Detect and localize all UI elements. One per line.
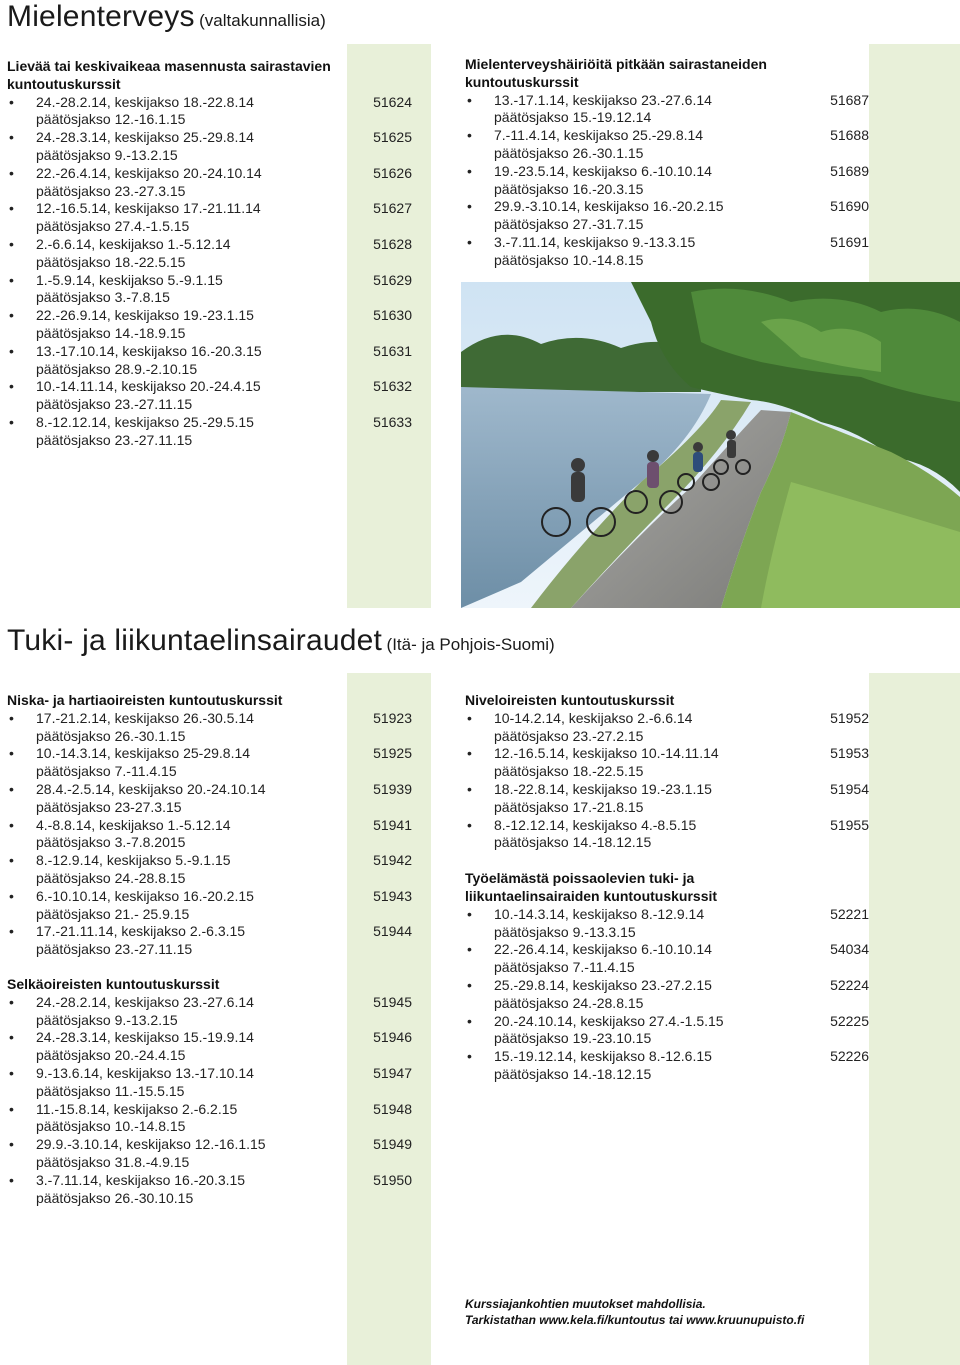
- course-code: 51949: [373, 1136, 412, 1153]
- course-end: päätösjakso 10.-14.8.15: [494, 251, 644, 268]
- course-end: päätösjakso 14.-18.12.15: [494, 1065, 652, 1082]
- course-end: päätösjakso 27.-31.7.15: [494, 216, 644, 233]
- course-code: 51947: [373, 1064, 412, 1081]
- course-item: [465, 781, 869, 817]
- course-end: päätösjakso 23-27.3.15: [36, 798, 182, 815]
- bullet: •: [9, 745, 14, 762]
- course-end: päätösjakso 24.-28.8.15: [494, 994, 644, 1011]
- course-dates: 8.-12.12.14, keskijakso 25.-29.5.15: [36, 413, 254, 430]
- course-item: [7, 781, 412, 817]
- bullet: •: [9, 852, 14, 869]
- bullet: •: [9, 378, 14, 395]
- course-code: 51925: [373, 745, 412, 762]
- course-code: 52226: [830, 1048, 869, 1065]
- course-item: [7, 378, 412, 414]
- joint-section: [465, 692, 869, 852]
- neck-list: [7, 710, 412, 959]
- course-item: [7, 923, 412, 959]
- course-code: 51628: [373, 235, 412, 252]
- course-dates: 22.-26.4.14, keskijakso 20.-24.10.14: [36, 164, 262, 181]
- course-dates: 12.-16.5.14, keskijakso 10.-14.11.14: [494, 745, 719, 762]
- joint-list: [465, 710, 869, 852]
- right-column-bottom: [465, 692, 869, 1101]
- course-end: päätösjakso 18.-22.5.15: [36, 253, 186, 270]
- course-code: 51691: [830, 233, 869, 250]
- course-code: 51689: [830, 162, 869, 179]
- footer-line-1: Kurssiajankohtien muutokset mahdollisia.: [465, 1297, 706, 1311]
- bullet: •: [467, 162, 472, 179]
- course-end: päätösjakso 23.-27.11.15: [36, 431, 193, 448]
- course-dates: 18.-22.8.14, keskijakso 19.-23.1.15: [494, 780, 712, 797]
- course-item: [7, 852, 412, 888]
- course-dates: 10.-14.3.14, keskijakso 8.-12.9.14: [494, 905, 705, 922]
- course-dates: 3.-7.11.14, keskijakso 16.-20.3.15: [36, 1171, 246, 1188]
- course-dates: 22.-26.4.14, keskijakso 6.-10.10.14: [494, 941, 712, 958]
- course-dates: 3.-7.11.14, keskijakso 9.-13.3.15: [494, 233, 696, 250]
- section-title: [7, 624, 555, 658]
- course-item: [465, 1048, 869, 1084]
- course-end: päätösjakso 11.-15.5.15: [36, 1082, 185, 1099]
- course-code: 51954: [830, 780, 869, 797]
- course-item: [465, 977, 869, 1013]
- course-end: päätösjakso 23.-27.11.15: [36, 396, 193, 413]
- course-code: 51955: [830, 816, 869, 833]
- bullet: •: [467, 816, 472, 833]
- bullet: •: [9, 271, 14, 288]
- course-code: 51687: [830, 91, 869, 108]
- mental-list: [465, 92, 869, 270]
- course-item: [7, 994, 412, 1030]
- bullet: •: [9, 307, 14, 324]
- course-item: [465, 941, 869, 977]
- course-code: 51948: [373, 1100, 412, 1117]
- course-dates: 4.-8.8.14, keskijakso 1.-5.12.14: [36, 816, 231, 833]
- course-dates: 24.-28.3.14, keskijakso 15.-19.9.14: [36, 1029, 254, 1046]
- course-code: 51944: [373, 923, 412, 940]
- course-end: päätösjakso 3.-7.8.2015: [36, 834, 186, 851]
- green-band-right-bottom: [869, 673, 960, 1365]
- course-item: [465, 234, 869, 270]
- course-dates: 1.-5.9.14, keskijakso 5.-9.1.15: [36, 271, 223, 288]
- course-code: 51631: [373, 342, 412, 359]
- course-end: päätösjakso 14.-18.12.15: [494, 834, 652, 851]
- course-dates: 29.9.-3.10.14, keskijakso 16.-20.2.15: [494, 198, 724, 215]
- bullet: •: [9, 342, 14, 359]
- course-end: päätösjakso 3.-7.8.15: [36, 289, 170, 306]
- left-column-bottom: [7, 692, 412, 1224]
- course-code: 51953: [830, 745, 869, 762]
- course-dates: 12.-16.5.14, keskijakso 17.-21.11.14: [36, 200, 261, 217]
- back-title: Selkäoireisten kuntoutuskurssit: [7, 975, 220, 992]
- course-dates: 19.-23.5.14, keskijakso 6.-10.10.14: [494, 162, 712, 179]
- course-dates: 28.4.-2.5.14, keskijakso 20.-24.10.14: [36, 780, 266, 797]
- course-code: 51939: [373, 780, 412, 797]
- back-list: [7, 994, 412, 1208]
- course-item: [7, 1029, 412, 1065]
- course-end: päätösjakso 16.-20.3.15: [494, 180, 644, 197]
- bullet: •: [467, 127, 472, 144]
- course-code: 51632: [373, 378, 412, 395]
- course-dates: 24.-28.3.14, keskijakso 25.-29.8.14: [36, 129, 254, 146]
- course-item: [465, 127, 869, 163]
- course-end: päätösjakso 27.4.-1.5.15: [36, 218, 190, 235]
- bullet: •: [467, 941, 472, 958]
- bullet: •: [9, 164, 14, 181]
- course-end: päätösjakso 12.-16.1.15: [36, 111, 186, 128]
- course-item: [7, 165, 412, 201]
- bullet: •: [9, 1029, 14, 1046]
- course-end: päätösjakso 17.-21.8.15: [494, 798, 644, 815]
- course-end: päätösjakso 23.-27.11.15: [36, 941, 193, 958]
- bullet: •: [9, 413, 14, 430]
- course-item: [465, 710, 869, 746]
- bullet: •: [9, 993, 14, 1010]
- course-code: 51941: [373, 816, 412, 833]
- course-code: 51625: [373, 129, 412, 146]
- course-end: päätösjakso 21.- 25.9.15: [36, 905, 190, 922]
- course-end: päätösjakso 7.-11.4.15: [494, 959, 635, 976]
- course-end: päätösjakso 26.-30.1.15: [36, 727, 186, 744]
- course-end: päätösjakso 10.-14.8.15: [36, 1118, 186, 1135]
- course-item: [7, 343, 412, 379]
- left-column-top: [7, 58, 412, 467]
- course-dates: 7.-11.4.14, keskijakso 25.-29.8.14: [494, 127, 704, 144]
- course-end: päätösjakso 9.-13.2.15: [36, 146, 178, 163]
- course-code: 51942: [373, 852, 412, 869]
- bullet: •: [467, 233, 472, 250]
- course-item: [465, 92, 869, 128]
- work-section: [465, 870, 869, 1084]
- course-dates: 8.-12.9.14, keskijakso 5.-9.1.15: [36, 852, 231, 869]
- course-code: 51945: [373, 993, 412, 1010]
- section-title-main: Tuki- ja liikuntaelinsairaudet: [7, 624, 383, 657]
- course-end: päätösjakso 26.-30.1.15: [494, 144, 644, 161]
- course-code: 54034: [830, 941, 869, 958]
- back-section: [7, 976, 412, 1207]
- course-dates: 29.9.-3.10.14, keskijakso 12.-16.1.15: [36, 1136, 266, 1153]
- course-end: päätösjakso 18.-22.5.15: [494, 763, 644, 780]
- course-code: 51624: [373, 93, 412, 110]
- course-item: [7, 414, 412, 450]
- cyclists-photo: [461, 282, 960, 608]
- bullet: •: [9, 1136, 14, 1153]
- green-band-right-top: [869, 44, 960, 282]
- course-item: [7, 94, 412, 130]
- course-dates: 10.-14.3.14, keskijakso 25-29.8.14: [36, 745, 251, 762]
- bullet: •: [467, 198, 472, 215]
- course-code: 52225: [830, 1012, 869, 1029]
- course-dates: 20.-24.10.14, keskijakso 27.4.-1.5.15: [494, 1012, 724, 1029]
- page-title-subtitle: (valtakunnallisia): [199, 11, 326, 30]
- footer-line-2: Tarkistathan www.kela.fi/kuntoutus tai www.kruunupuisto.fi: [465, 1313, 805, 1327]
- bullet: •: [9, 887, 14, 904]
- course-end: päätösjakso 24.-28.8.15: [36, 869, 186, 886]
- bullet: •: [467, 976, 472, 993]
- course-code: 51688: [830, 127, 869, 144]
- course-code: 51950: [373, 1171, 412, 1188]
- course-item: [7, 1065, 412, 1101]
- bullet: •: [467, 780, 472, 797]
- course-code: 52221: [830, 905, 869, 922]
- bullet: •: [9, 235, 14, 252]
- course-dates: 25.-29.8.14, keskijakso 23.-27.2.15: [494, 976, 712, 993]
- depression-section: [7, 58, 412, 450]
- course-item: [7, 745, 412, 781]
- course-item: [465, 906, 869, 942]
- course-item: [7, 710, 412, 746]
- course-item: [7, 236, 412, 272]
- course-end: päätösjakso 31.8.-4.9.15: [36, 1153, 190, 1170]
- mental-section: [465, 56, 869, 270]
- course-code: 51690: [830, 198, 869, 215]
- cyclists-photo-image: [461, 282, 960, 608]
- course-end: päätösjakso 26.-30.10.15: [36, 1189, 194, 1206]
- course-end: päätösjakso 19.-23.10.15: [494, 1030, 652, 1047]
- course-item: [465, 745, 869, 781]
- course-end: päätösjakso 28.9.-2.10.15: [36, 360, 198, 377]
- course-code: 51633: [373, 413, 412, 430]
- course-end: päätösjakso 23.-27.2.15: [494, 727, 644, 744]
- right-column-top: [465, 56, 869, 287]
- bullet: •: [467, 905, 472, 922]
- course-dates: 15.-19.12.14, keskijakso 8.-12.6.15: [494, 1048, 712, 1065]
- course-code: 51630: [373, 307, 412, 324]
- course-code: 51946: [373, 1029, 412, 1046]
- course-code: 51626: [373, 164, 412, 181]
- course-item: [465, 198, 869, 234]
- depression-title: Lievää tai keskivaikeaa masennusta sairastavien kuntoutuskurssit: [7, 58, 331, 92]
- bullet: •: [9, 93, 14, 110]
- course-item: [7, 1101, 412, 1137]
- section-title-subtitle: (Itä- ja Pohjois-Suomi): [386, 635, 555, 654]
- page-title: [7, 0, 326, 34]
- footer-note: [465, 1296, 804, 1328]
- course-code: 51943: [373, 887, 412, 904]
- work-title: Työelämästä poissaolevien tuki- ja liikuntaelinsairaiden kuntoutuskurssit: [465, 870, 718, 904]
- bullet: •: [9, 709, 14, 726]
- course-dates: 11.-15.8.14, keskijakso 2.-6.2.15: [36, 1100, 238, 1117]
- course-end: päätösjakso 20.-24.4.15: [36, 1047, 186, 1064]
- course-dates: 17.-21.2.14, keskijakso 26.-30.5.14: [36, 709, 254, 726]
- bullet: •: [9, 129, 14, 146]
- course-dates: 2.-6.6.14, keskijakso 1.-5.12.14: [36, 235, 231, 252]
- course-end: päätösjakso 7.-11.4.15: [36, 763, 177, 780]
- bullet: •: [9, 200, 14, 217]
- bullet: •: [9, 1171, 14, 1188]
- bullet: •: [467, 709, 472, 726]
- course-dates: 8.-12.12.14, keskijakso 4.-8.5.15: [494, 816, 697, 833]
- course-code: 51952: [830, 709, 869, 726]
- course-item: [465, 163, 869, 199]
- course-item: [7, 307, 412, 343]
- course-end: päätösjakso 9.-13.2.15: [36, 1011, 178, 1028]
- course-dates: 13.-17.1.14, keskijakso 23.-27.6.14: [494, 91, 712, 108]
- mental-title: Mielenterveyshäiriöitä pitkään sairastaneiden kuntoutuskurssit: [465, 56, 767, 90]
- course-item: [7, 888, 412, 924]
- bullet: •: [9, 816, 14, 833]
- course-dates: 6.-10.10.14, keskijakso 16.-20.2.15: [36, 887, 254, 904]
- bullet: •: [467, 1012, 472, 1029]
- bullet: •: [9, 923, 14, 940]
- bullet: •: [9, 1100, 14, 1117]
- course-dates: 22.-26.9.14, keskijakso 19.-23.1.15: [36, 307, 254, 324]
- bullet: •: [467, 91, 472, 108]
- course-end: päätösjakso 14.-18.9.15: [36, 324, 186, 341]
- course-dates: 10-14.2.14, keskijakso 2.-6.6.14: [494, 709, 693, 726]
- course-code: 52224: [830, 976, 869, 993]
- course-code: 51629: [373, 271, 412, 288]
- course-end: päätösjakso 15.-19.12.14: [494, 109, 652, 126]
- depression-list: [7, 94, 412, 450]
- course-dates: 13.-17.10.14, keskijakso 16.-20.3.15: [36, 342, 262, 359]
- course-item: [465, 1013, 869, 1049]
- joint-title: Niveloireisten kuntoutuskurssit: [465, 692, 675, 708]
- work-list: [465, 906, 869, 1084]
- course-dates: 24.-28.2.14, keskijakso 23.-27.6.14: [36, 993, 254, 1010]
- course-code: 51923: [373, 709, 412, 726]
- course-item: [7, 129, 412, 165]
- course-dates: 24.-28.2.14, keskijakso 18.-22.8.14: [36, 93, 254, 110]
- course-dates: 17.-21.11.14, keskijakso 2.-6.3.15: [36, 923, 246, 940]
- neck-title: Niska- ja hartiaoireisten kuntoutuskurssit: [7, 692, 283, 708]
- course-item: [465, 817, 869, 853]
- course-end: päätösjakso 23.-27.3.15: [36, 182, 186, 199]
- course-dates: 9.-13.6.14, keskijakso 13.-17.10.14: [36, 1064, 254, 1081]
- course-dates: 10.-14.11.14, keskijakso 20.-24.4.15: [36, 378, 261, 395]
- course-code: 51627: [373, 200, 412, 217]
- course-end: päätösjakso 9.-13.3.15: [494, 923, 636, 940]
- course-item: [7, 1172, 412, 1208]
- page-title-main: Mielenterveys: [7, 0, 195, 33]
- neck-section: [7, 692, 412, 959]
- course-item: [7, 817, 412, 853]
- bullet: •: [9, 1064, 14, 1081]
- bullet: •: [9, 780, 14, 797]
- course-item: [7, 1136, 412, 1172]
- bullet: •: [467, 745, 472, 762]
- course-item: [7, 200, 412, 236]
- course-item: [7, 272, 412, 308]
- bullet: •: [467, 1048, 472, 1065]
